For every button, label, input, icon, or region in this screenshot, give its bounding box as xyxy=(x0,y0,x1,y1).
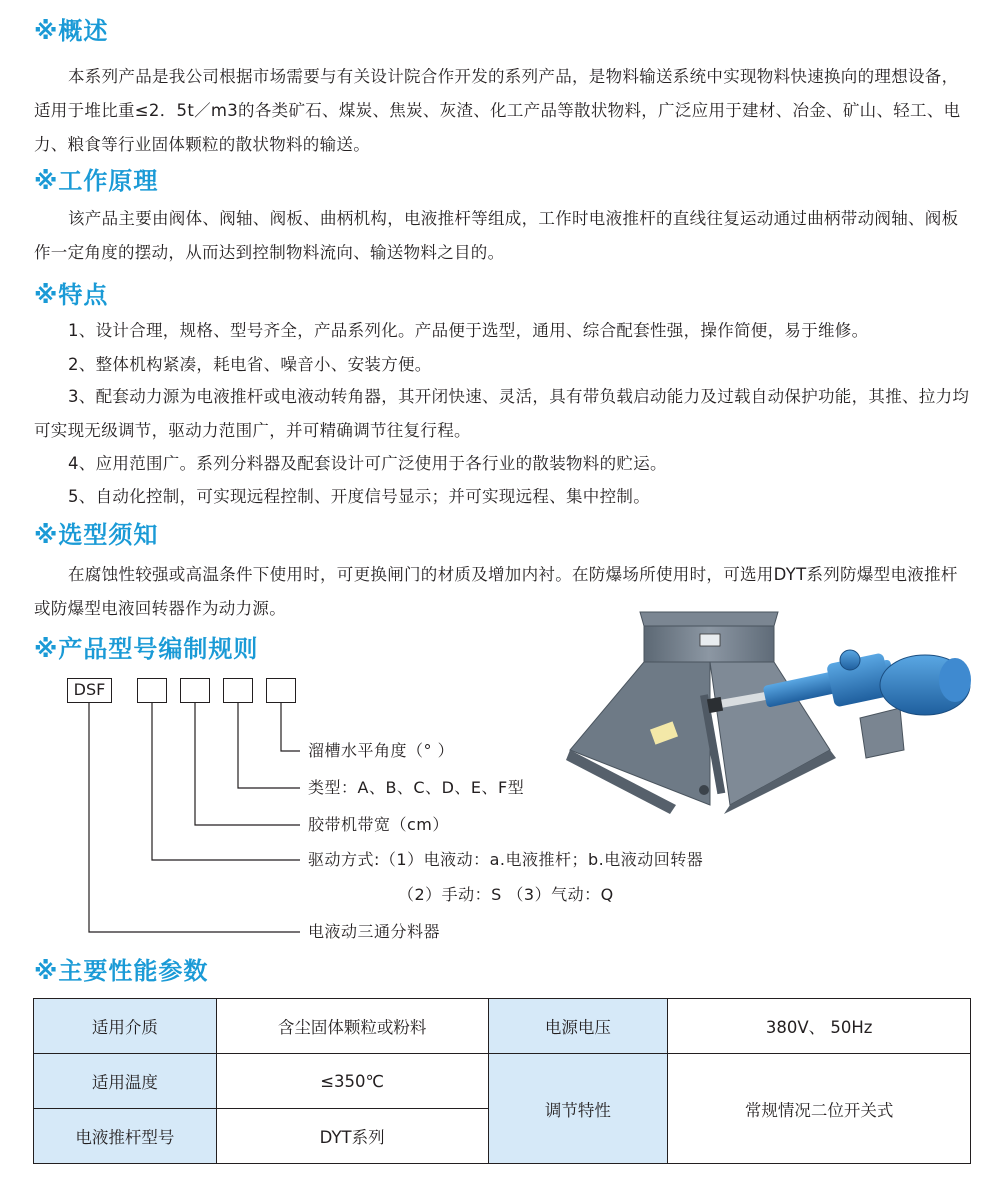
table-row xyxy=(34,1054,971,1109)
param-label-medium: 适用介质 xyxy=(34,999,217,1054)
label-type: 类型：A、B、C、D、E、F型 xyxy=(308,778,525,797)
param-value-medium: 含尘固体颗粒或粉料 xyxy=(216,999,488,1054)
selection-heading: ※选型须知 xyxy=(34,521,159,549)
principle-paragraph: 该产品主要由阀体、阀轴、阀板、曲柄机构，电液推杆等组成，工作时电液推杆的直线往复运动通过曲柄带动阀轴、阀板作一定角度的摆动，从而达到控制物料流向、输送物料之目的。 xyxy=(34,209,959,262)
param-label-power: 电源电压 xyxy=(488,999,668,1054)
feature-item-4: 4、应用范围广。系列分料器及配套设计可广泛使用于各行业的散装物料的贮运。 xyxy=(68,454,667,473)
selection-paragraph: 在腐蚀性较强或高温条件下使用时，可更换闸门的材质及增加内衬。在防爆场所使用时，可选用DYT系列防爆型电液推杆或防爆型电液回转器作为动力源。 xyxy=(34,565,958,618)
table-row xyxy=(34,999,971,1054)
param-value-power: 380V、 50Hz xyxy=(668,999,971,1054)
param-value-temp: ≤350℃ xyxy=(216,1054,488,1109)
label-belt: 胶带机带宽（cm） xyxy=(308,815,449,834)
label-drive-2: （2）手动：S （3）气动：Q xyxy=(398,885,614,904)
feature-item-3: 3、配套动力源为电液推杆或电液动转角器，其开闭快速、灵活，具有带负载启动能力及过载自动保护功能，其推、拉力均可实现无级调节，驱动力范围广，并可精确调节往复行程。 xyxy=(34,387,970,440)
params-table xyxy=(33,998,971,1164)
param-label-temp: 适用温度 xyxy=(34,1054,217,1109)
label-drive: 驱动方式:（1）电液动：a.电液推杆；b.电液动回转器 xyxy=(308,850,704,869)
feature-item-1: 1、设计合理，规格、型号齐全，产品系列化。产品便于选型，通用、综合配套性强，操作简便，易于维修。 xyxy=(68,321,869,340)
feature-item-2: 2、整体机构紧凑，耗电省、噪音小、安装方便。 xyxy=(68,355,432,374)
features-heading: ※特点 xyxy=(34,281,109,309)
diverter-product-image xyxy=(560,600,980,830)
param-value-adjust: 常规情况二位开关式 xyxy=(668,1054,971,1164)
params-heading: ※主要性能参数 xyxy=(34,957,209,985)
param-value-pusher: DYT系列 xyxy=(216,1109,488,1164)
label-product-name: 电液动三通分料器 xyxy=(308,922,441,941)
overview-heading: ※概述 xyxy=(34,17,109,45)
feature-item-5: 5、自动化控制，可实现远程控制、开度信号显示；并可实现远程、集中控制。 xyxy=(68,487,650,506)
param-label-pusher: 电液推杆型号 xyxy=(34,1109,217,1164)
model-code-text: DSF xyxy=(73,680,106,699)
principle-heading: ※工作原理 xyxy=(34,167,159,195)
label-angle: 溜槽水平角度（° ） xyxy=(308,741,455,760)
model-rule-heading: ※产品型号编制规则 xyxy=(34,635,259,663)
param-label-adjust: 调节特性 xyxy=(488,1054,668,1164)
overview-paragraph: 本系列产品是我公司根据市场需要与有关设计院合作开发的系列产品，是物料输送系统中实现物料快速换向的理想设备，适用于堆比重≤2．5t／m3的各类矿石、煤炭、焦炭、灰渣、化工产品等散状物料，广泛应用于建材、冶金、矿山、轻工、电力、粮食等行业固体颗粒的散状物料的输送。 xyxy=(34,67,961,154)
